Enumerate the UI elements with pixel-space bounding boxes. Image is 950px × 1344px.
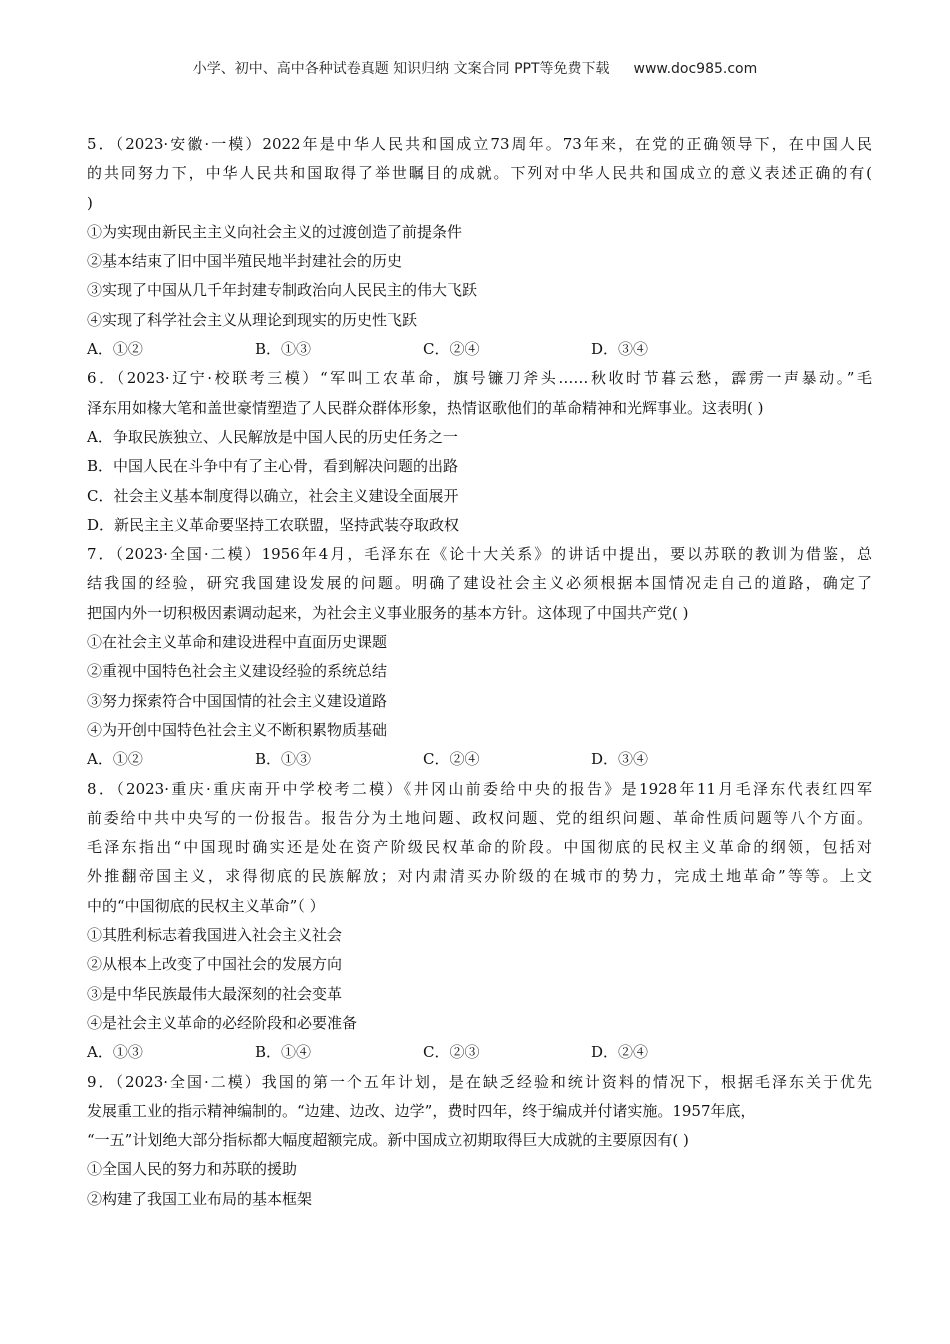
option-a: A．①② — [87, 750, 143, 769]
option-a: A．①② — [87, 340, 143, 359]
header-text: 小学、初中、高中各种试卷真题 知识归纳 文案合同 PPT等免费下载 — [192, 61, 610, 77]
header-site: www.doc985.com — [633, 61, 758, 77]
option-c: C．②③ — [423, 1043, 480, 1062]
statement-item: ④是社会主义革命的必经阶段和必要准备 — [87, 1013, 358, 1032]
statement-item: ②构建了我国工业布局的基本框架 — [87, 1189, 313, 1208]
question-7 — [87, 540, 872, 774]
question-stem-line: 毛泽东指出“中国现时确实还是处在资产阶级民权革命的阶段。中国彻底的民权主义革命的纲领，包括对 — [87, 838, 872, 857]
option-c: C．②④ — [423, 750, 480, 769]
statement-item: ①在社会主义革命和建设进程中直面历史课题 — [87, 633, 388, 652]
statement-item: ①全国人民的努力和苏联的援助 — [87, 1160, 298, 1179]
statement-item: ③是中华民族最伟大最深刻的社会变革 — [87, 984, 343, 1003]
question-stem-line: 6．（2023·辽宁·校联考三模）“军叫工农革命，旗号镰刀斧头……秋收时节暮云愁，霹雳一声暴动。”毛 — [87, 369, 872, 388]
option-c: C．②④ — [423, 340, 480, 359]
question-stem-line: “一五”计划绝大部分指标都大幅度超额完成。新中国成立初期取得巨大成就的主要原因有( ) — [87, 1131, 689, 1150]
option-a: A．争取民族独立、人民解放是中国人民的历史任务之一 — [87, 427, 458, 446]
statement-item: ③实现了中国从几千年封建专制政治向人民民主的伟大飞跃 — [87, 281, 478, 300]
option-d: D．新民主主义革命要坚持工农联盟，坚持武装夺取政权 — [87, 515, 460, 534]
option-d: D．③④ — [591, 750, 649, 769]
statement-item: ④实现了科学社会主义从理论到现实的历史性飞跃 — [87, 310, 418, 329]
question-stem-line: ) — [87, 193, 93, 212]
option-c: C．社会主义基本制度得以确立，社会主义建设全面展开 — [87, 486, 459, 505]
statement-item: ①为实现由新民主主义向社会主义的过渡创造了前提条件 — [87, 222, 463, 241]
question-stem-line: 的共同努力下，中华人民共和国取得了举世瞩目的成就。下列对中华人民共和国成立的意义表述正确的有( — [87, 164, 872, 183]
question-stem-line: 7．（2023·全国·二模）1956年4月，毛泽东在《论十大关系》的讲话中提出，要以苏联的教训为借鉴，总 — [87, 545, 872, 564]
statement-item: ②基本结束了旧中国半殖民地半封建社会的历史 — [87, 252, 403, 271]
question-stem-line: 8．（2023·重庆·重庆南开中学校考二模）《井冈山前委给中央的报告》是1928年11月毛泽东代表红四军 — [87, 779, 872, 798]
option-b: B．中国人民在斗争中有了主心骨，看到解决问题的出路 — [87, 457, 459, 476]
statement-item: ②重视中国特色社会主义建设经验的系统总结 — [87, 662, 388, 681]
question-stem-line: 5．（2023·安徽·一模）2022年是中华人民共和国成立73周年。73年来，在党的正确领导下，在中国人民 — [87, 135, 872, 153]
question-stem-line: 中的“中国彻底的民权主义革命”（ ） — [87, 896, 325, 915]
option-b: B．①③ — [255, 340, 312, 359]
answer-options — [87, 335, 872, 364]
answer-options — [87, 745, 872, 774]
question-stem-line: 前委给中共中央写的一份报告。报告分为土地问题、政权问题、党的组织问题、革命性质问题等八个方面。 — [87, 808, 872, 827]
question-5 — [87, 130, 872, 364]
statement-item: ②从根本上改变了中国社会的发展方向 — [87, 955, 343, 974]
page-header — [0, 58, 950, 78]
document-body — [87, 130, 872, 1214]
question-6 — [87, 364, 872, 540]
option-b: B．①③ — [255, 750, 312, 769]
statement-item: ③努力探索符合中国国情的社会主义建设道路 — [87, 691, 388, 710]
question-stem-line: 结我国的经验，研究我国建设发展的问题。明确了建设社会主义必须根据本国情况走自己的道路，确定了 — [87, 574, 872, 593]
option-d: D．③④ — [591, 340, 649, 359]
option-b: B．①④ — [255, 1043, 312, 1062]
answer-options — [87, 1038, 872, 1067]
option-d: D．②④ — [591, 1043, 649, 1062]
statement-item: ①其胜利标志着我国进入社会主义社会 — [87, 926, 343, 945]
option-a: A．①③ — [87, 1043, 143, 1062]
question-stem-line: 外推翻帝国主义，求得彻底的民族解放；对内肃清买办阶级的在城市的势力，完成土地革命”等等。上文 — [87, 867, 872, 886]
question-stem-line: 9．（2023·全国·二模）我国的第一个五年计划，是在缺乏经验和统计资料的情况下，根据毛泽东关于优先 — [87, 1072, 872, 1091]
question-stem-line: 泽东用如椽大笔和盖世豪情塑造了人民群众群体形象，热情讴歌他们的革命精神和光辉事业。这表明( ) — [87, 398, 764, 417]
statement-item: ④为开创中国特色社会主义不断积累物质基础 — [87, 720, 388, 739]
question-8 — [87, 775, 872, 1068]
question-stem-line: 把国内外一切积极因素调动起来，为社会主义事业服务的基本方针。这体现了中国共产党( ) — [87, 603, 689, 622]
question-stem-line: 发展重工业的指示精神编制的。“边建、边改、边学”，费时四年，终于编成并付诸实施。1957年底， — [87, 1101, 756, 1120]
question-9 — [87, 1068, 872, 1214]
